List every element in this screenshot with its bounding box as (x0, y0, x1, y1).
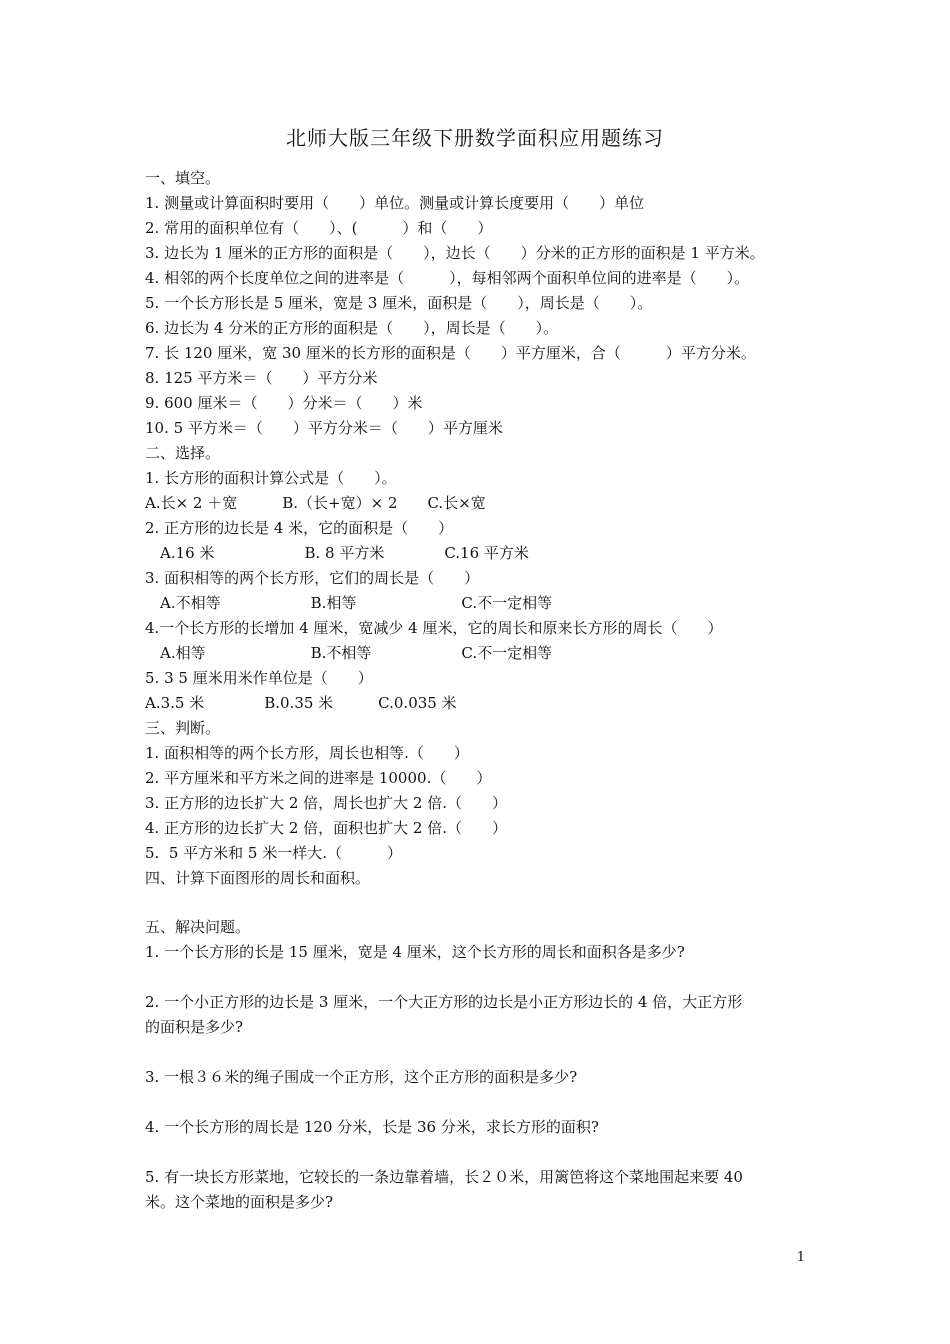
question-line: 4. 相邻的两个长度单位之间的进率是（ ），每相邻两个面积单位间的进率是（ ）。 (145, 269, 750, 287)
page-title: 北师大版三年级下册数学面积应用题练习 (286, 126, 664, 150)
question-line: 4. 一个长方形的周长是 120 分米，长是 36 分米，求长方形的面积? (145, 1118, 599, 1136)
question-line: 10. 5 平方米＝（ ）平方分米＝（ ）平方厘米 (145, 419, 503, 437)
question-line: 9. 600 厘米＝（ ）分米＝（ ）米 (145, 394, 423, 412)
question-line: 8. 125 平方米＝（ ）平方分米 (145, 369, 378, 387)
question-line: 5. 3 5 厘米用米作单位是（ ） (145, 669, 373, 687)
question-line: 5. 有一块长方形菜地，它较长的一条边靠着墙，长２０米，用篱笆将这个菜地围起来要 40 (145, 1168, 743, 1186)
question-line: 7. 长 120 厘米，宽 30 厘米的长方形的面积是（ ）平方厘米，合（ ）平方分米。 (145, 344, 756, 362)
question-line: 3. 边长为 1 厘米的正方形的面积是（ ），边长（ ）分米的正方形的面积是 1 平方米。 (145, 244, 765, 262)
answer-options: A.16 米 B. 8 平方米 C.16 平方米 (145, 544, 529, 562)
question-line: 的面积是多少? (145, 1018, 244, 1036)
section-heading-fill-blank: 一、填空。 (145, 169, 221, 187)
question-line: 6. 边长为 4 分米的正方形的面积是（ ），周长是（ ）。 (145, 319, 559, 337)
question-line: 2. 平方厘米和平方米之间的进率是 10000.（ ） (145, 769, 492, 787)
section-heading-choice: 二、选择。 (145, 444, 221, 462)
section-heading-judge: 三、判断。 (145, 719, 221, 737)
question-line: 3. 面积相等的两个长方形，它们的周长是（ ） (145, 569, 480, 587)
section-heading-solve: 五、解决问题。 (145, 918, 251, 936)
answer-options: A.长× 2 ＋宽 B.（长+宽）× 2 C.长×宽 (145, 494, 486, 512)
question-line: 2. 常用的面积单位有（ ）、( ）和（ ） (145, 219, 493, 237)
question-line: 4.一个长方形的长增加 4 厘米，宽减少 4 厘米，它的周长和原来长方形的周长（ ） (145, 619, 723, 637)
question-line: 3. 一根３６米的绳子围成一个正方形，这个正方形的面积是多少? (145, 1068, 578, 1086)
question-line: 1. 长方形的面积计算公式是（ ）。 (145, 469, 397, 487)
question-line: 5. 一个长方形长是 5 厘米，宽是 3 厘米，面积是（ ），周长是（ ）。 (145, 294, 653, 312)
answer-options: A.3.5 米 B.0.35 米 C.0.035 米 (145, 694, 457, 712)
question-line: 4. 正方形的边长扩大 2 倍，面积也扩大 2 倍.（ ） (145, 819, 508, 837)
answer-options: A.相等 B.不相等 C.不一定相等 (145, 644, 553, 662)
section-heading-calculate: 四、计算下面图形的周长和面积。 (145, 869, 371, 887)
answer-options: A.不相等 B.相等 C.不一定相等 (145, 594, 553, 612)
question-line: 2. 一个小正方形的边长是 3 厘米，一个大正方形的边长是小正方形边长的 4 倍，大正方形 (145, 993, 743, 1011)
question-line: 米。这个菜地的面积是多少? (145, 1193, 334, 1211)
page-number: 1 (796, 1250, 805, 1265)
question-line: 1. 一个长方形的长是 15 厘米，宽是 4 厘米，这个长方形的周长和面积各是多少? (145, 943, 685, 961)
question-line: 3. 正方形的边长扩大 2 倍，周长也扩大 2 倍.（ ） (145, 794, 508, 812)
question-line: 2. 正方形的边长是 4 米，它的面积是（ ） (145, 519, 454, 537)
question-line: 1. 测量或计算面积时要用（ ）单位。测量或计算长度要用（ ）单位 (145, 194, 645, 212)
question-line: 1. 面积相等的两个长方形，周长也相等.（ ） (145, 744, 469, 762)
question-line: 5. 5 平方米和 5 米一样大.（ ） (145, 844, 403, 862)
